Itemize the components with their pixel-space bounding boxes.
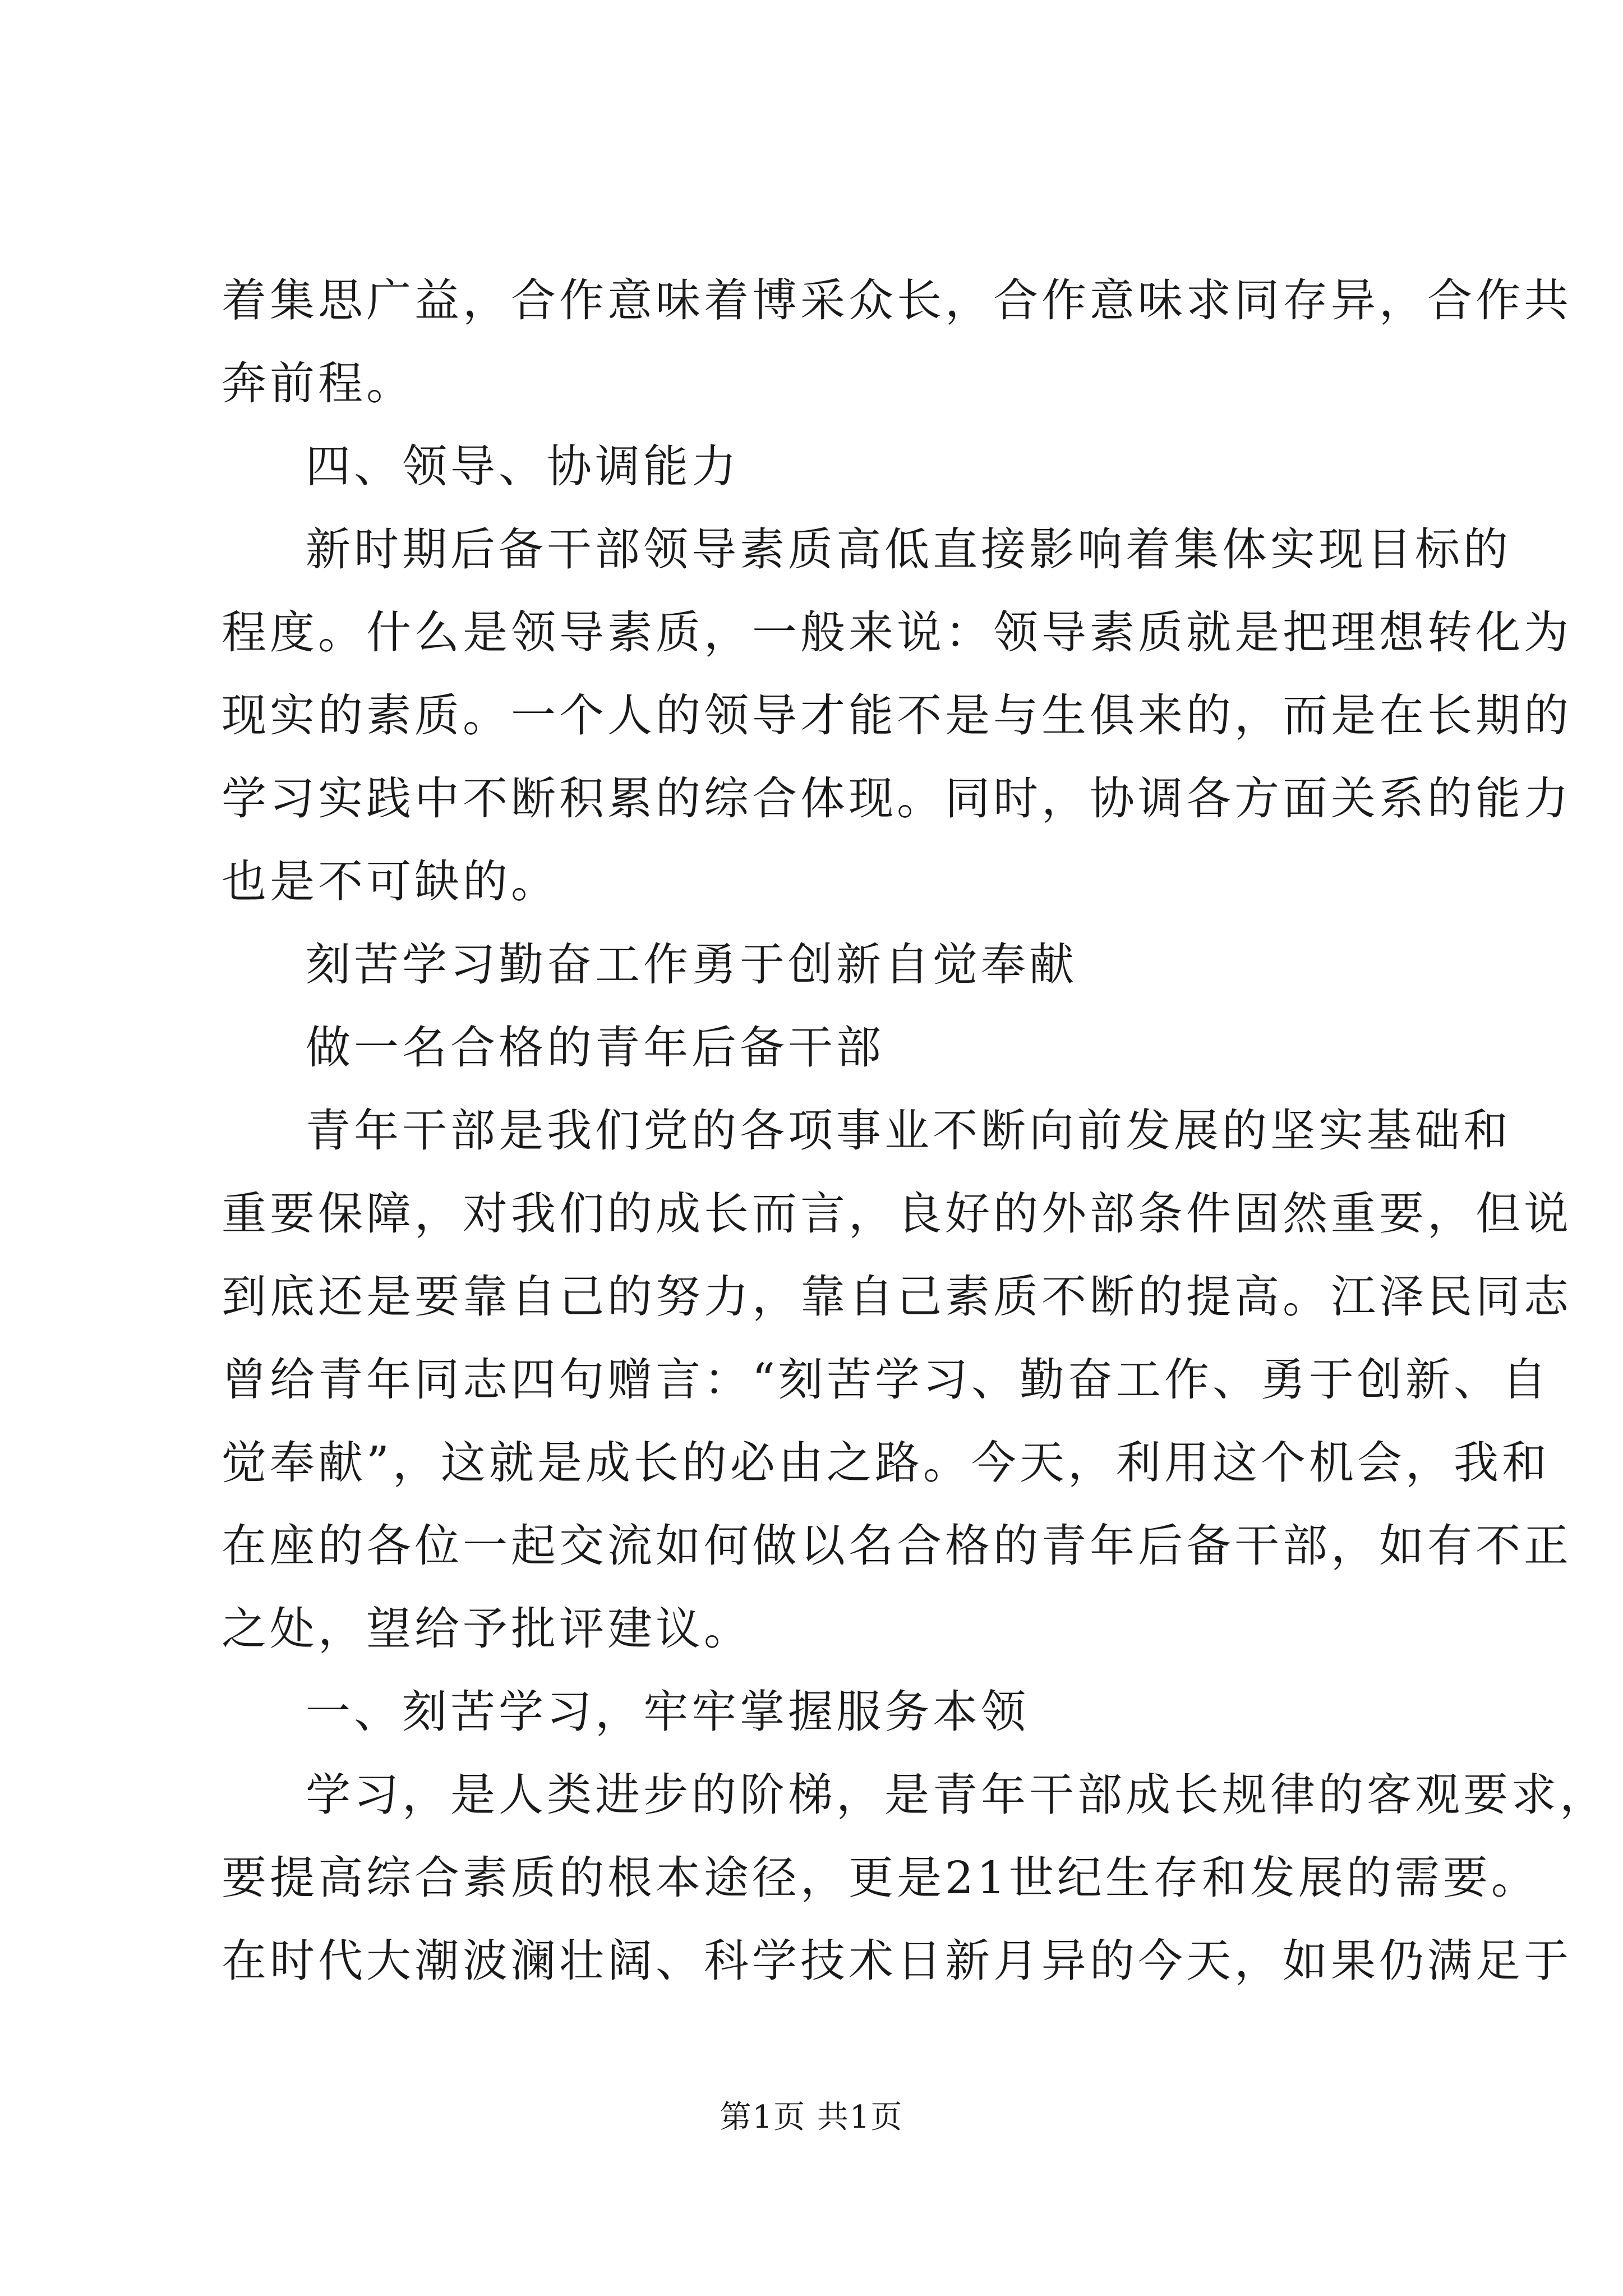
text-line: 程度。什么是领导素质，一般来说：领导素质就是把理想转化为 — [222, 606, 1572, 659]
text-line: 到底还是要靠自己的努力，靠自己素质不断的提高。江泽民同志 — [222, 1271, 1572, 1323]
text-line: 青年干部是我们党的各项事业不断向前发展的坚实基础和 — [306, 1105, 1511, 1157]
text-line: 之处，望给予批评建议。 — [222, 1603, 752, 1655]
text-line: 新时期后备干部领导素质高低直接影响着集体实现目标的 — [306, 523, 1511, 576]
text-line: 觉奉献”，这就是成长的必由之路。今天，利用这个机会，我和 — [222, 1437, 1550, 1489]
text-line: 要提高综合素质的根本途径，更是21世纪生存和发展的需要。 — [222, 1852, 1539, 1904]
article-title: 刻苦学习勤奋工作勇于创新自觉奉献 — [306, 938, 1077, 991]
text-line: 奔前程。 — [222, 357, 414, 409]
body-text — [222, 259, 1608, 2003]
section-heading: 一、刻苦学习，牢牢掌握服务本领 — [306, 1686, 1029, 1738]
text-line: 在时代大潮波澜壮阔、科学技术日新月异的今天，如果仍满足于 — [222, 1935, 1572, 1987]
section-heading: 四、领导、协调能力 — [306, 440, 740, 493]
text-line: 曾给青年同志四句赠言：“刻苦学习、勤奋工作、勇于创新、自 — [222, 1354, 1550, 1406]
text-line: 在座的各位一起交流如何做以名合格的青年后备干部，如有不正 — [222, 1520, 1572, 1572]
text-line: 学习，是人类进步的阶梯，是青年干部成长规律的客观要求， — [306, 1769, 1608, 1821]
article-subtitle: 做一名合格的青年后备干部 — [306, 1022, 884, 1074]
page-footer: 第1页 共1页 — [720, 2099, 903, 2136]
text-line: 现实的素质。一个人的领导才能不是与生俱来的，而是在长期的 — [222, 689, 1572, 742]
text-line: 学习实践中不断积累的综合体现。同时，协调各方面关系的能力 — [222, 772, 1572, 825]
text-line: 着集思广益，合作意味着博采众长，合作意味求同存异，合作共 — [222, 274, 1572, 326]
text-line: 重要保障，对我们的成长而言，良好的外部条件固然重要，但说 — [222, 1188, 1572, 1240]
text-line: 也是不可缺的。 — [222, 855, 559, 908]
